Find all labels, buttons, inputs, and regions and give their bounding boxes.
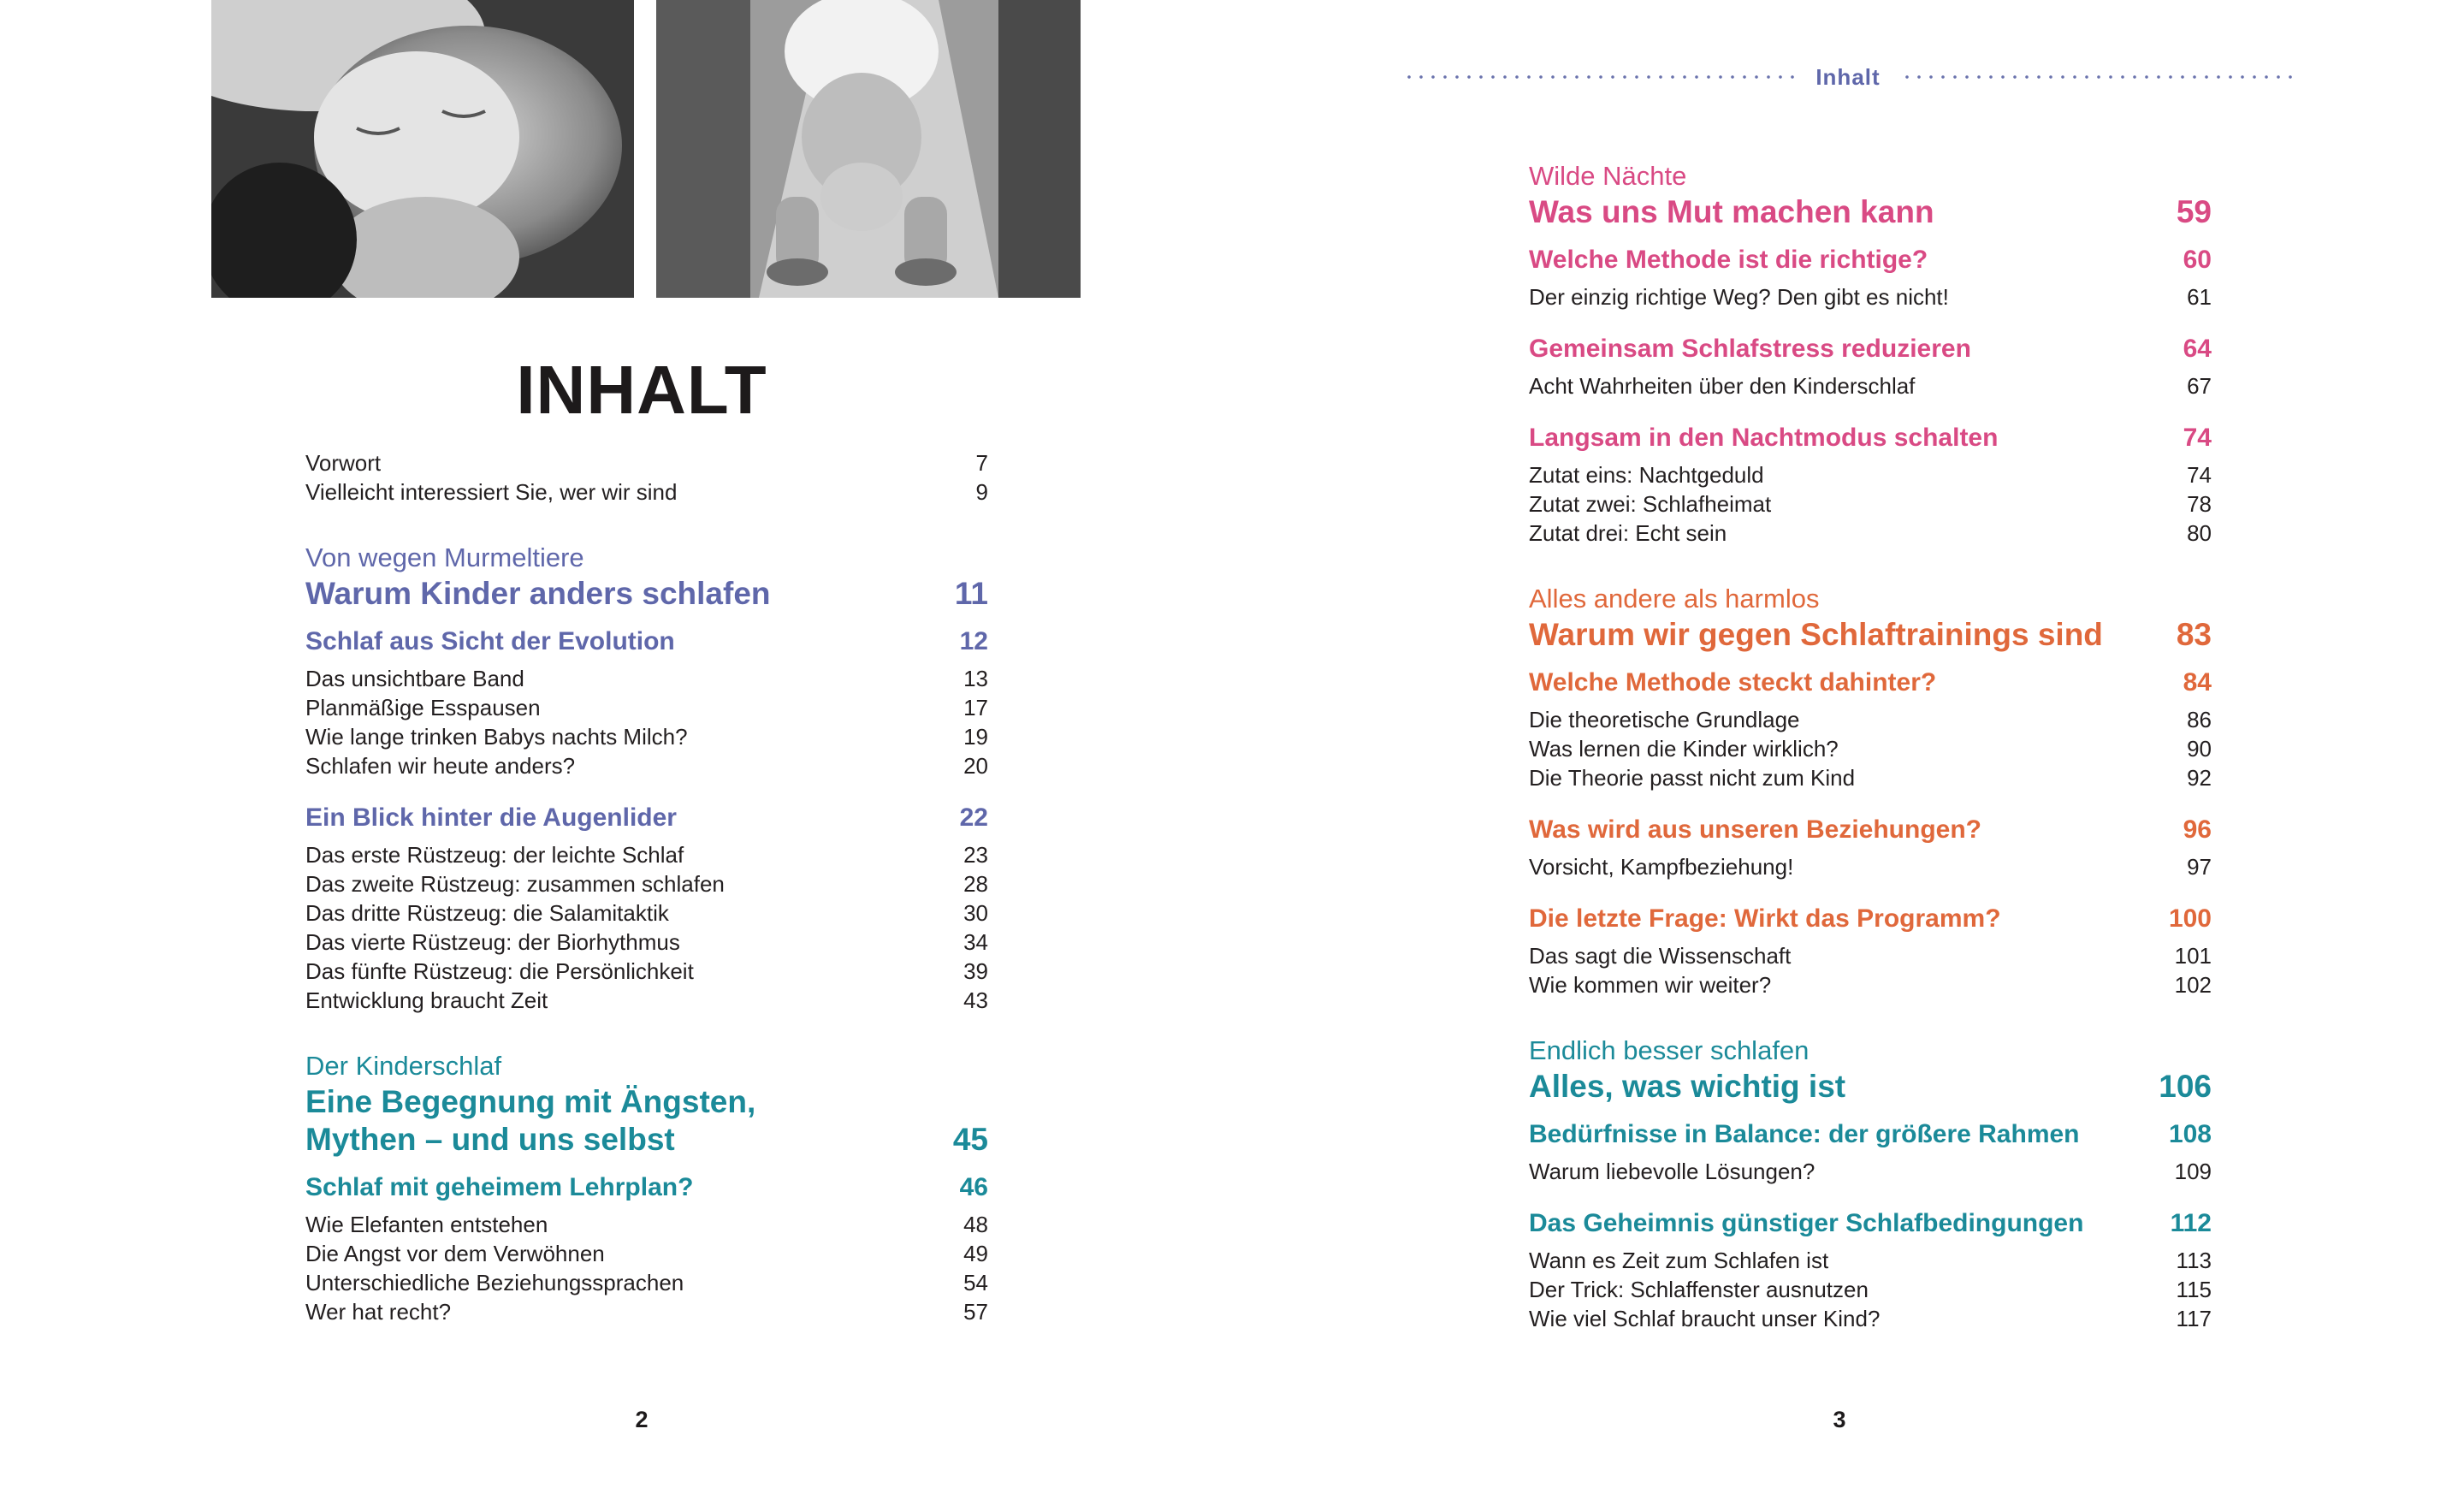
section-title: Das Geheimnis günstiger Schlafbedingungen 112 <box>1529 1209 2212 1237</box>
section-title: Bedürfnisse in Balance: der größere Rahmen 108 <box>1529 1120 2212 1148</box>
toc-entry: Die Angst vor dem Verwöhnen 49 <box>305 1241 988 1266</box>
toc-entry: Warum liebevolle Lösungen? 109 <box>1529 1159 2212 1184</box>
toc-right-column <box>1529 159 2212 1333</box>
toddler-bending-photo <box>656 0 1081 298</box>
toc-entry: Das erste Rüstzeug: der leichte Schlaf 23 <box>305 842 988 868</box>
toc-entry: Die theoretische Grundlage 86 <box>1529 707 2212 732</box>
running-head-label: Inhalt <box>1815 63 1881 90</box>
running-head <box>1403 60 2293 94</box>
toc-entry: Das unsichtbare Band 13 <box>305 666 988 691</box>
dotted-rule <box>1901 75 2293 79</box>
toc-entry: Das dritte Rüstzeug: die Salamitaktik 30 <box>305 900 988 926</box>
toc-entry: Das sagt die Wissenschaft 101 <box>1529 943 2212 969</box>
section-title: Langsam in den Nachtmodus schalten 74 <box>1529 424 2212 452</box>
toc-entry: Acht Wahrheiten über den Kinderschlaf 67 <box>1529 373 2212 399</box>
section-title: Schlaf aus Sicht der Evolution 12 <box>305 627 988 655</box>
toc-entry: Zutat zwei: Schlafheimat 78 <box>1529 491 2212 517</box>
toc-entry: Der Trick: Schlaffenster ausnutzen 115 <box>1529 1277 2212 1302</box>
toc-entry: Wie viel Schlaf braucht unser Kind? 117 <box>1529 1306 2212 1331</box>
chapter-title: Warum wir gegen Schlaftrainings sind 83 <box>1529 617 2212 652</box>
toc-entry: Wie kommen wir weiter? 102 <box>1529 972 2212 998</box>
chapter-title: Was uns Mut machen kann 59 <box>1529 194 2212 229</box>
section-title: Welche Methode ist die richtige? 60 <box>1529 246 2212 274</box>
toc-entry: Entwicklung braucht Zeit 43 <box>305 987 988 1013</box>
toc-entry: Unterschiedliche Beziehungssprachen 54 <box>305 1270 988 1295</box>
toc-entry: Wie Elefanten entstehen 48 <box>305 1212 988 1237</box>
toc-entry: Was lernen die Kinder wirklich? 90 <box>1529 736 2212 762</box>
toc-entry: Das zweite Rüstzeug: zusammen schlafen 28 <box>305 871 988 897</box>
chapter-title: Eine Begegnung mit Ängsten, Mythen – und uns selbst 45 <box>305 1084 988 1157</box>
toc-entry: Wer hat recht? 57 <box>305 1299 988 1325</box>
toc-entry: Wann es Zeit zum Schlafen ist 113 <box>1529 1248 2212 1273</box>
chapter-kicker: Endlich besser schlafen <box>1529 1035 1810 1065</box>
chapter-kicker: Alles andere als harmlos <box>1529 584 1820 614</box>
section-title: Schlaf mit geheimem Lehrplan? 46 <box>305 1173 988 1201</box>
toc-entry: Vielleicht interessiert Sie, wer wir sind 9 <box>305 479 988 505</box>
section-title: Ein Blick hinter die Augenlider 22 <box>305 803 988 832</box>
page-number: 3 <box>1833 1407 1846 1432</box>
toc-left-column <box>305 448 988 1326</box>
toc-entry: Zutat drei: Echt sein 80 <box>1529 520 2212 546</box>
toc-entry: Der einzig richtige Weg? Den gibt es nicht! 61 <box>1529 284 2212 310</box>
chapter-title: Alles, was wichtig ist 106 <box>1529 1069 2212 1104</box>
chapter-kicker: Der Kinderschlaf <box>305 1051 502 1081</box>
chapter-kicker: Wilde Nächte <box>1529 161 1687 191</box>
toc-entry: Schlafen wir heute anders? 20 <box>305 753 988 779</box>
section-title: Welche Methode steckt dahinter? 84 <box>1529 668 2212 697</box>
sleeping-newborn-photo <box>211 0 634 298</box>
toc-entry: Zutat eins: Nachtgeduld 74 <box>1529 462 2212 488</box>
toc-entry: Wie lange trinken Babys nachts Milch? 19 <box>305 724 988 750</box>
toc-entry: Vorwort 7 <box>305 450 988 476</box>
chapter-title: Warum Kinder anders schlafen 11 <box>305 576 988 611</box>
page-title: INHALT <box>516 352 767 428</box>
page-number: 2 <box>635 1407 649 1432</box>
dotted-rule <box>1403 75 1795 79</box>
section-title: Was wird aus unseren Beziehungen? 96 <box>1529 815 2212 844</box>
chapter-kicker: Von wegen Murmeltiere <box>305 542 584 572</box>
section-title: Die letzte Frage: Wirkt das Programm? 100 <box>1529 904 2212 933</box>
toc-entry: Das vierte Rüstzeug: der Biorhythmus 34 <box>305 929 988 955</box>
toc-entry: Vorsicht, Kampfbeziehung! 97 <box>1529 854 2212 880</box>
toc-entry: Planmäßige Esspausen 17 <box>305 695 988 720</box>
section-title: Gemeinsam Schlafstress reduzieren 64 <box>1529 335 2212 363</box>
toc-entry: Das fünfte Rüstzeug: die Persönlichkeit 39 <box>305 958 988 984</box>
toc-entry: Die Theorie passt nicht zum Kind 92 <box>1529 765 2212 791</box>
